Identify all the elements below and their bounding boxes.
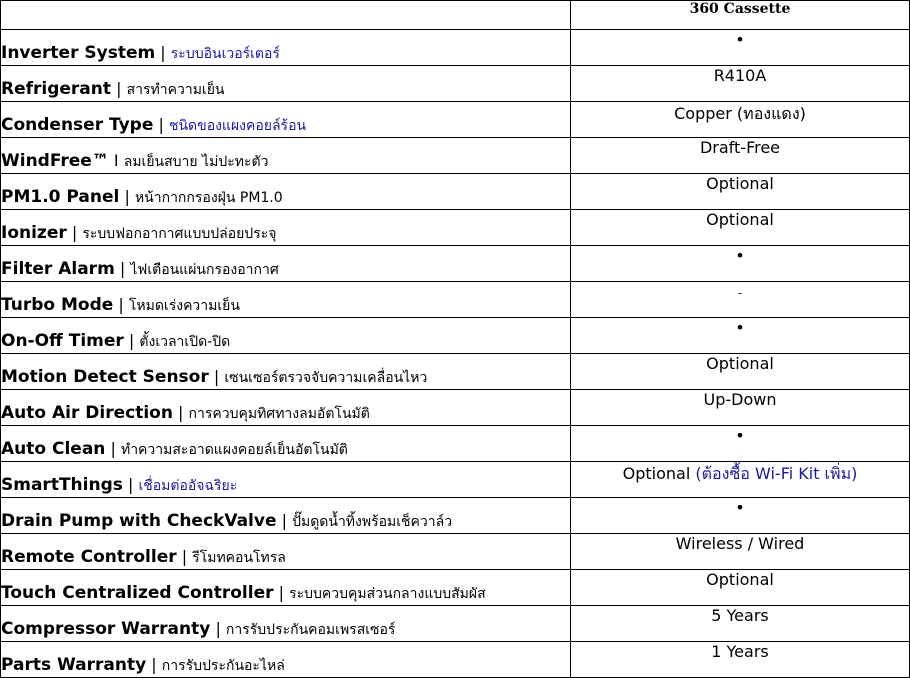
- value-cell: [571, 498, 910, 534]
- feature-thai-name: การรับประกันอะไหล่: [161, 658, 285, 674]
- feature-cell: [1, 174, 571, 210]
- feature-thai-name: ทำความสะอาดแผงคอยล์เย็นอัตโนมัติ: [120, 442, 348, 458]
- feature-included-bullet: •: [735, 246, 745, 265]
- table-row: [1, 210, 910, 246]
- feature-value: Optional: [706, 210, 774, 229]
- feature-cell: [1, 246, 571, 282]
- table-row: [1, 282, 910, 318]
- value-cell: [571, 210, 910, 246]
- table-row: [1, 462, 910, 498]
- feature-separator: |: [160, 43, 166, 62]
- table-row: [1, 246, 910, 282]
- feature-cell: [1, 102, 571, 138]
- feature-not-available-dash: -: [737, 286, 743, 300]
- feature-name: PM1.0 Panel: [1, 187, 120, 207]
- feature-cell: [1, 462, 571, 498]
- feature-value: Wireless / Wired: [675, 534, 805, 553]
- value-note: (ต้องซื้อ Wi-Fi Kit เพิ่ม): [695, 464, 858, 483]
- feature-separator: |: [116, 79, 122, 98]
- feature-value: Optional: [622, 464, 691, 483]
- table-row: [1, 606, 910, 642]
- value-cell: [571, 282, 910, 318]
- feature-name: Refrigerant: [1, 79, 112, 99]
- model-column-header: 360 Cassette: [571, 1, 910, 30]
- feature-separator: |: [215, 619, 221, 638]
- feature-separator: |: [118, 295, 124, 314]
- feature-thai-name: เชื่อมต่ออัจฉริยะ: [138, 478, 238, 494]
- value-cell: [571, 426, 910, 462]
- feature-separator: |: [128, 331, 135, 350]
- feature-separator: |: [127, 475, 134, 494]
- feature-separator: |: [181, 547, 188, 566]
- header-row: [1, 1, 910, 30]
- table-row: [1, 318, 910, 354]
- table-row: [1, 534, 910, 570]
- feature-cell: [1, 282, 571, 318]
- feature-value: Copper (ทองแดง): [674, 104, 806, 123]
- table-row: [1, 390, 910, 426]
- feature-separator: |: [110, 439, 116, 458]
- feature-separator: |: [178, 403, 184, 422]
- feature-value: Up-Down: [703, 390, 777, 409]
- feature-thai-name: รีโมทคอนโทรล: [192, 550, 286, 566]
- table-row: [1, 354, 910, 390]
- table-row: [1, 642, 910, 678]
- feature-cell: [1, 390, 571, 426]
- feature-cell: [1, 66, 571, 102]
- feature-name: Compressor Warranty: [1, 619, 211, 639]
- feature-thai-name: ระบบอินเวอร์เตอร์: [170, 46, 280, 62]
- feature-thai-name: ชนิดของแผงคอยล์ร้อน: [168, 118, 307, 134]
- table-row: [1, 138, 910, 174]
- feature-cell: [1, 534, 571, 570]
- feature-thai-name: เซนเซอร์ตรวจจับความเคลื่อนไหว: [224, 370, 428, 386]
- feature-name: WindFree™: [1, 151, 109, 171]
- feature-name: Auto Clean: [1, 439, 106, 459]
- feature-value: Optional: [706, 570, 774, 589]
- feature-thai-name: ปั๊มดูดน้ำทิ้งพร้อมเช็ควาล์ว: [292, 514, 453, 530]
- value-cell: [571, 102, 910, 138]
- table-row: [1, 498, 910, 534]
- value-cell: [571, 30, 910, 66]
- feature-name: Remote Controller: [1, 547, 177, 567]
- feature-name: Parts Warranty: [1, 655, 147, 675]
- feature-thai-name: การรับประกันคอมเพรสเซอร์: [225, 622, 396, 638]
- feature-included-bullet: •: [735, 318, 745, 337]
- feature-value: 1 Years: [711, 642, 769, 661]
- feature-separator: |: [71, 223, 78, 242]
- feature-value: Optional: [706, 174, 774, 193]
- feature-name: Touch Centralized Controller: [1, 583, 274, 603]
- feature-cell: [1, 426, 571, 462]
- feature-cell: [1, 498, 571, 534]
- value-cell: [571, 138, 910, 174]
- feature-cell: [1, 210, 571, 246]
- table-row: [1, 570, 910, 606]
- value-cell: [571, 570, 910, 606]
- value-cell: [571, 246, 910, 282]
- feature-included-bullet: •: [735, 30, 745, 49]
- table-row: [1, 174, 910, 210]
- table-row: [1, 426, 910, 462]
- feature-cell: [1, 318, 571, 354]
- feature-cell: [1, 354, 571, 390]
- spec-table-body: [1, 1, 910, 678]
- feature-separator: |: [151, 655, 157, 674]
- feature-thai-name: สารทำความเย็น: [126, 82, 225, 98]
- feature-thai-name: หน้ากากกรองฝุ่น PM1.0: [134, 190, 283, 206]
- feature-separator: |: [281, 511, 287, 530]
- feature-name: Ionizer: [1, 223, 67, 243]
- value-cell: [571, 318, 910, 354]
- feature-thai-name: ลมเย็นสบาย ไม่ปะทะตัว: [123, 154, 269, 170]
- value-cell: [571, 534, 910, 570]
- value-cell: [571, 462, 910, 498]
- feature-value: 5 Years: [711, 606, 769, 625]
- feature-thai-name: โหมดเร่งความเย็น: [128, 298, 240, 314]
- feature-name: Inverter System: [1, 43, 156, 63]
- feature-value: R410A: [713, 66, 767, 85]
- value-cell: [571, 174, 910, 210]
- feature-separator: |: [124, 187, 130, 206]
- feature-name: Turbo Mode: [1, 295, 114, 315]
- table-row: [1, 102, 910, 138]
- feature-separator: |: [278, 583, 284, 602]
- feature-name: Filter Alarm: [1, 259, 115, 279]
- table-row: [1, 66, 910, 102]
- feature-cell: [1, 138, 571, 174]
- feature-value: Draft-Free: [699, 138, 781, 157]
- feature-name: Auto Air Direction: [1, 403, 173, 423]
- value-cell: [571, 354, 910, 390]
- feature-thai-name: การควบคุมทิศทางลมอัตโนมัติ: [188, 406, 370, 422]
- feature-name: On-Off Timer: [1, 331, 124, 351]
- feature-cell: [1, 570, 571, 606]
- feature-separator: |: [213, 367, 220, 386]
- feature-included-bullet: •: [735, 498, 745, 517]
- feature-included-bullet: •: [735, 426, 745, 445]
- value-cell: [571, 642, 910, 678]
- feature-name: Condenser Type: [1, 115, 154, 135]
- feature-name: Drain Pump with CheckValve: [1, 511, 277, 531]
- feature-value: Optional: [706, 354, 774, 373]
- feature-thai-name: ระบบควบคุมส่วนกลางแบบสัมผัส: [289, 586, 486, 602]
- feature-separator: |: [158, 115, 164, 134]
- value-cell: [571, 606, 910, 642]
- feature-name: SmartThings: [1, 475, 123, 495]
- feature-thai-name: ระบบฟอกอากาศแบบปล่อยประจุ: [82, 226, 277, 242]
- feature-cell: [1, 642, 571, 678]
- table-row: [1, 30, 910, 66]
- feature-thai-name: ตั้งเวลาเปิด-ปิด: [139, 334, 231, 350]
- feature-column-header: [1, 1, 571, 30]
- feature-separator: |: [119, 259, 126, 278]
- feature-cell: [1, 606, 571, 642]
- value-cell: [571, 390, 910, 426]
- feature-separator: I: [113, 151, 119, 170]
- feature-thai-name: ไฟเตือนแผ่นกรองอากาศ: [130, 262, 279, 278]
- value-cell: [571, 66, 910, 102]
- feature-cell: [1, 30, 571, 66]
- feature-name: Motion Detect Sensor: [1, 367, 209, 387]
